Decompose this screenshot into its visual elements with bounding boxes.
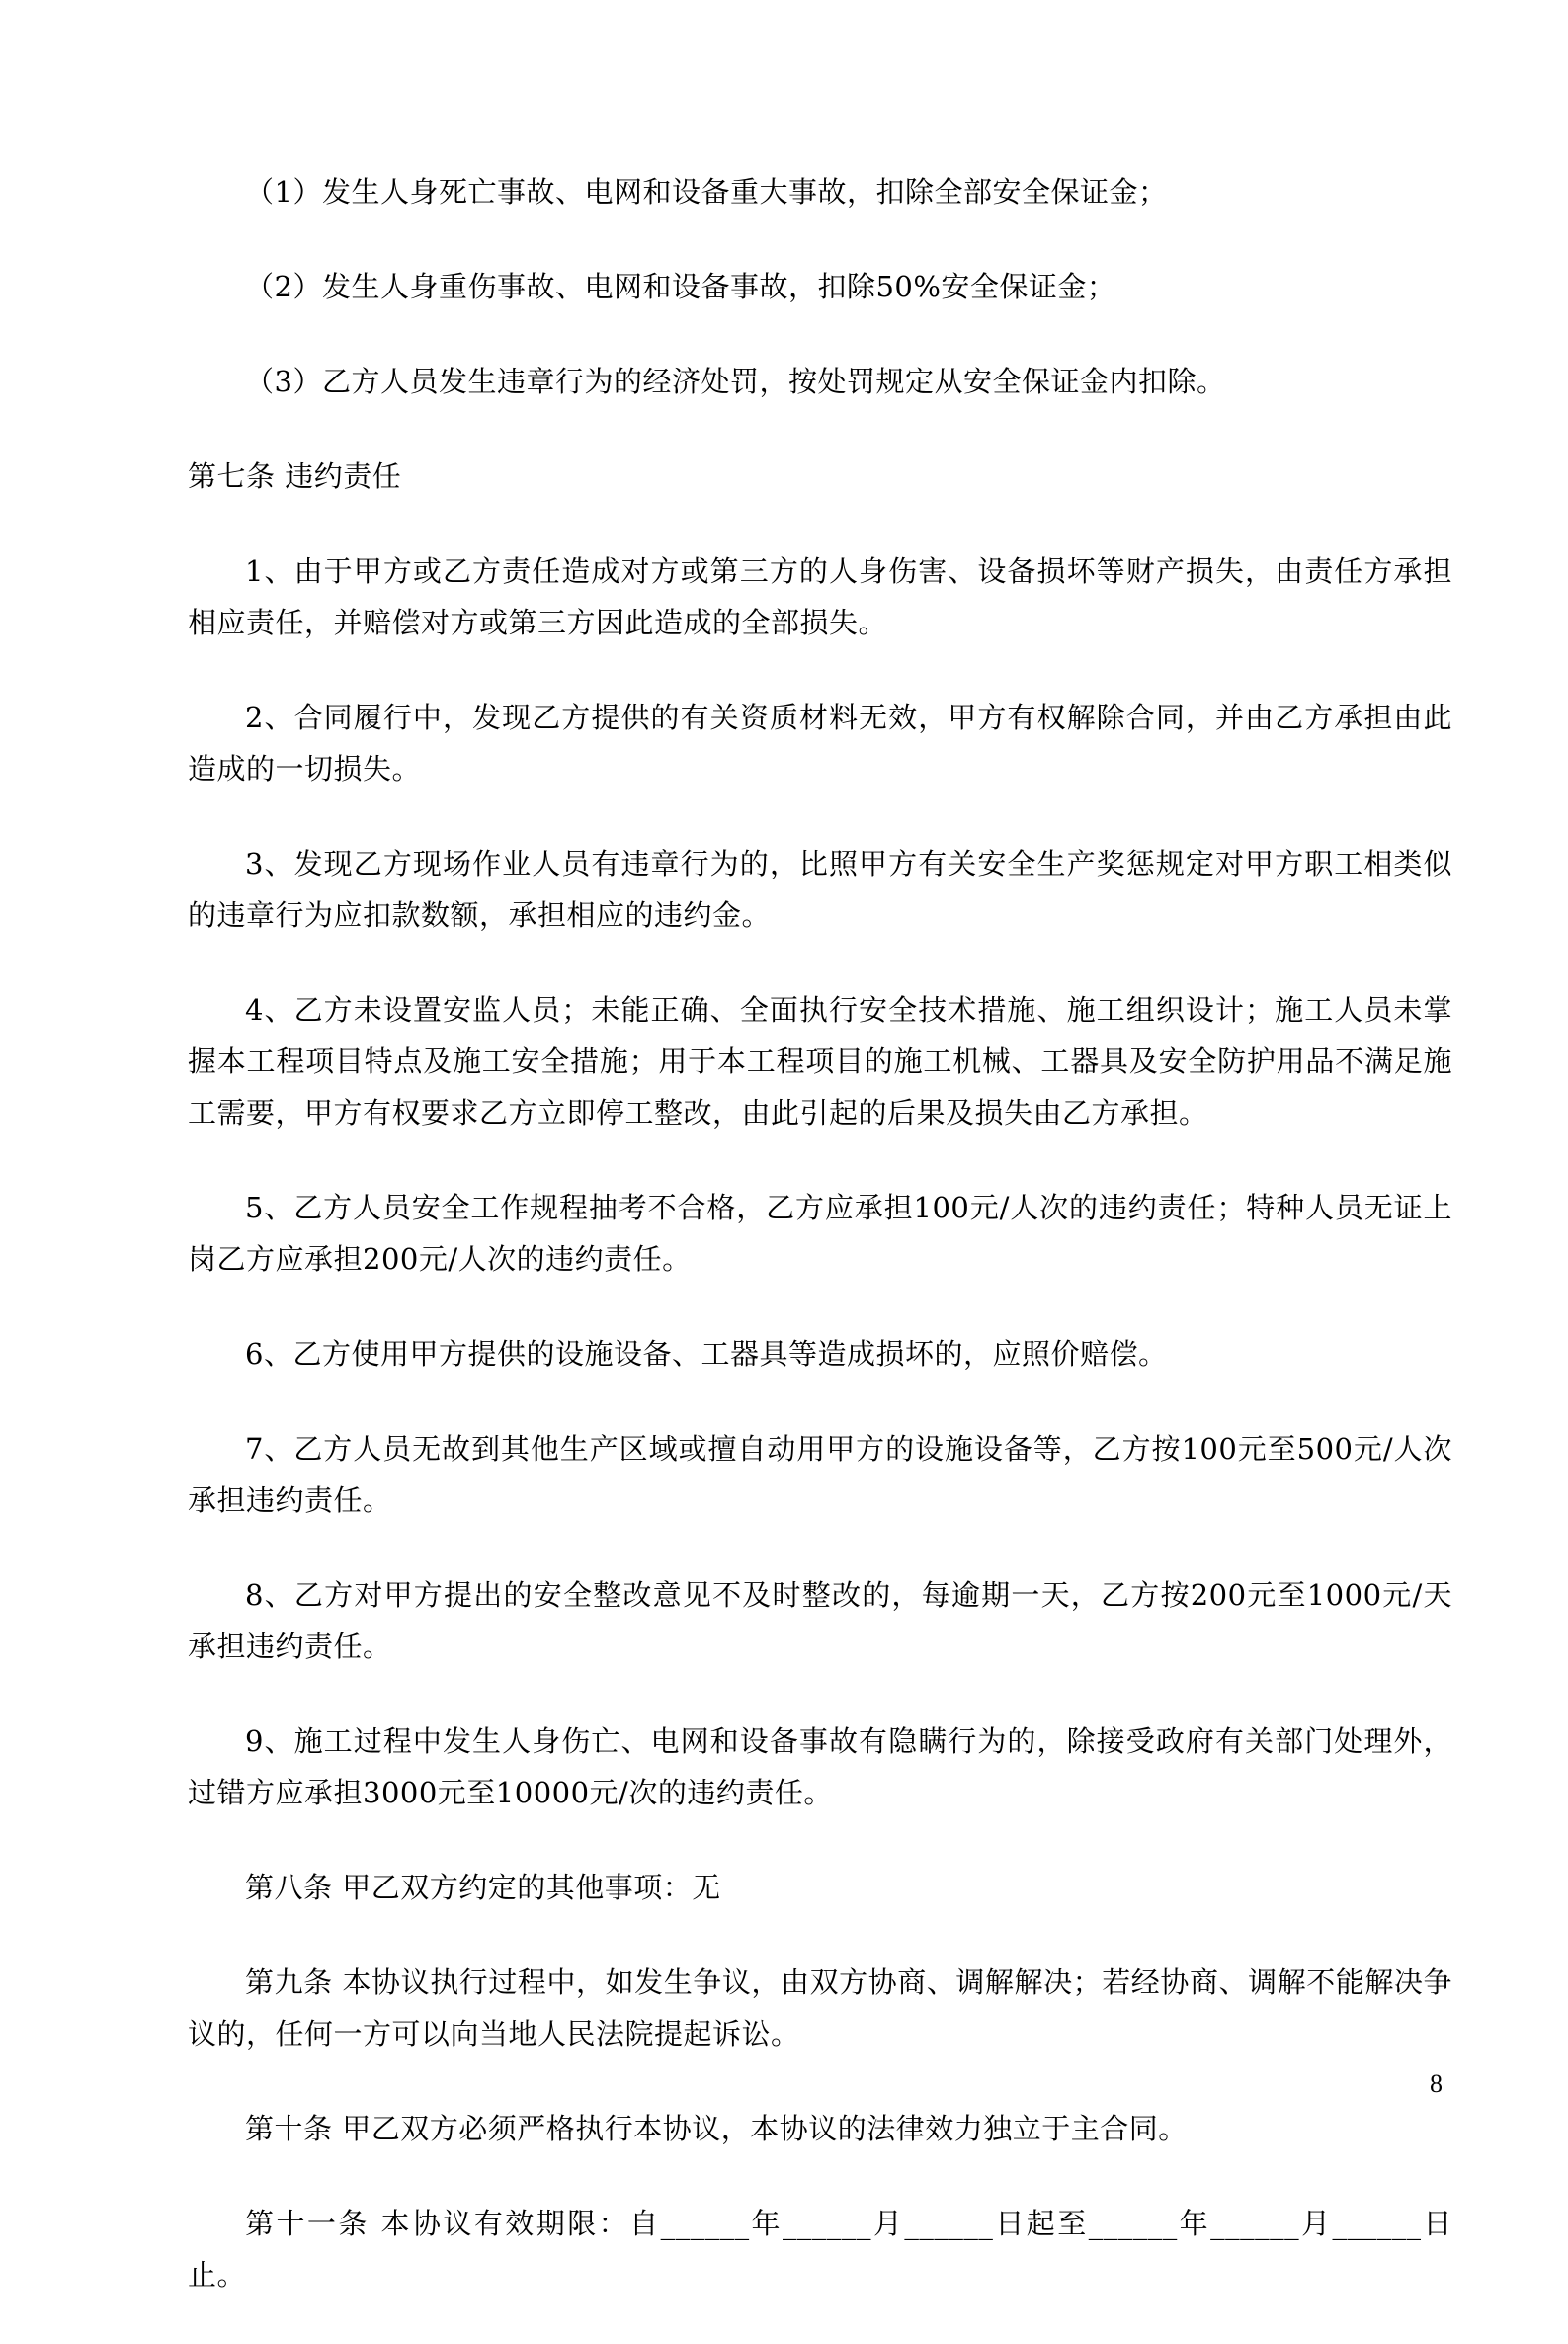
document-body xyxy=(188,166,1452,2344)
clause-deduction-3: （3）乙方人员发生违章行为的经济处罚，按处罚规定从安全保证金内扣除。 xyxy=(245,365,1226,398)
page-number: 8 xyxy=(1430,2069,1443,2098)
liability-item-7: 7、乙方人员无故到其他生产区域或擅自动用甲方的设施设备等，乙方按100元至500元/人次承担违约责任。 xyxy=(188,1432,1452,1517)
article-8: 第八条 甲乙双方约定的其他事项：无 xyxy=(245,1871,721,1904)
liability-item-9: 9、施工过程中发生人身伤亡、电网和设备事故有隐瞒行为的，除接受政府有关部门处理外，过错方应承担3000元至10000元/次的违约责任。 xyxy=(188,1724,1452,1809)
article-7-heading: 第七条 违约责任 xyxy=(188,460,402,493)
liability-item-1: 1、由于甲方或乙方责任造成对方或第三方的人身伤害、设备损坏等财产损失，由责任方承担相应责任，并赔偿对方或第三方因此造成的全部损失。 xyxy=(188,554,1452,639)
liability-item-8: 8、乙方对甲方提出的安全整改意见不及时整改的，每逾期一天，乙方按200元至1000元/天承担违约责任。 xyxy=(188,1578,1452,1663)
article-11: 第十一条 本协议有效期限：自______年______月______日起至______年______月______日止。 xyxy=(188,2207,1452,2292)
article-9: 第九条 本协议执行过程中，如发生争议，由双方协商、调解解决；若经协商、调解不能解决争议的，任何一方可以向当地人民法院提起诉讼。 xyxy=(188,1966,1452,2051)
liability-item-4: 4、乙方未设置安监人员；未能正确、全面执行安全技术措施、施工组织设计；施工人员未掌握本工程项目特点及施工安全措施；用于本工程项目的施工机械、工器具及安全防护用品不满足施工需要，甲方有权要求乙方立即停工整改，由此引起的后果及损失由乙方承担。 xyxy=(188,993,1452,1130)
liability-item-2: 2、合同履行中，发现乙方提供的有关资质材料无效，甲方有权解除合同，并由乙方承担由此造成的一切损失。 xyxy=(188,701,1452,786)
liability-item-3: 3、发现乙方现场作业人员有违章行为的，比照甲方有关安全生产奖惩规定对甲方职工相类似的违章行为应扣款数额，承担相应的违约金。 xyxy=(188,847,1452,932)
article-10: 第十条 甲乙双方必须严格执行本协议，本协议的法律效力独立于主合同。 xyxy=(245,2112,1188,2145)
clause-deduction-2: （2）发生人身重伤事故、电网和设备事故，扣除50%安全保证金； xyxy=(245,270,1116,303)
clause-deduction-1: （1）发生人身死亡事故、电网和设备重大事故，扣除全部安全保证金； xyxy=(245,175,1168,209)
liability-item-5: 5、乙方人员安全工作规程抽考不合格，乙方应承担100元/人次的违约责任；特种人员无证上岗乙方应承担200元/人次的违约责任。 xyxy=(188,1191,1452,1276)
liability-item-6: 6、乙方使用甲方提供的设施设备、工器具等造成损坏的，应照价赔偿。 xyxy=(245,1337,1168,1371)
